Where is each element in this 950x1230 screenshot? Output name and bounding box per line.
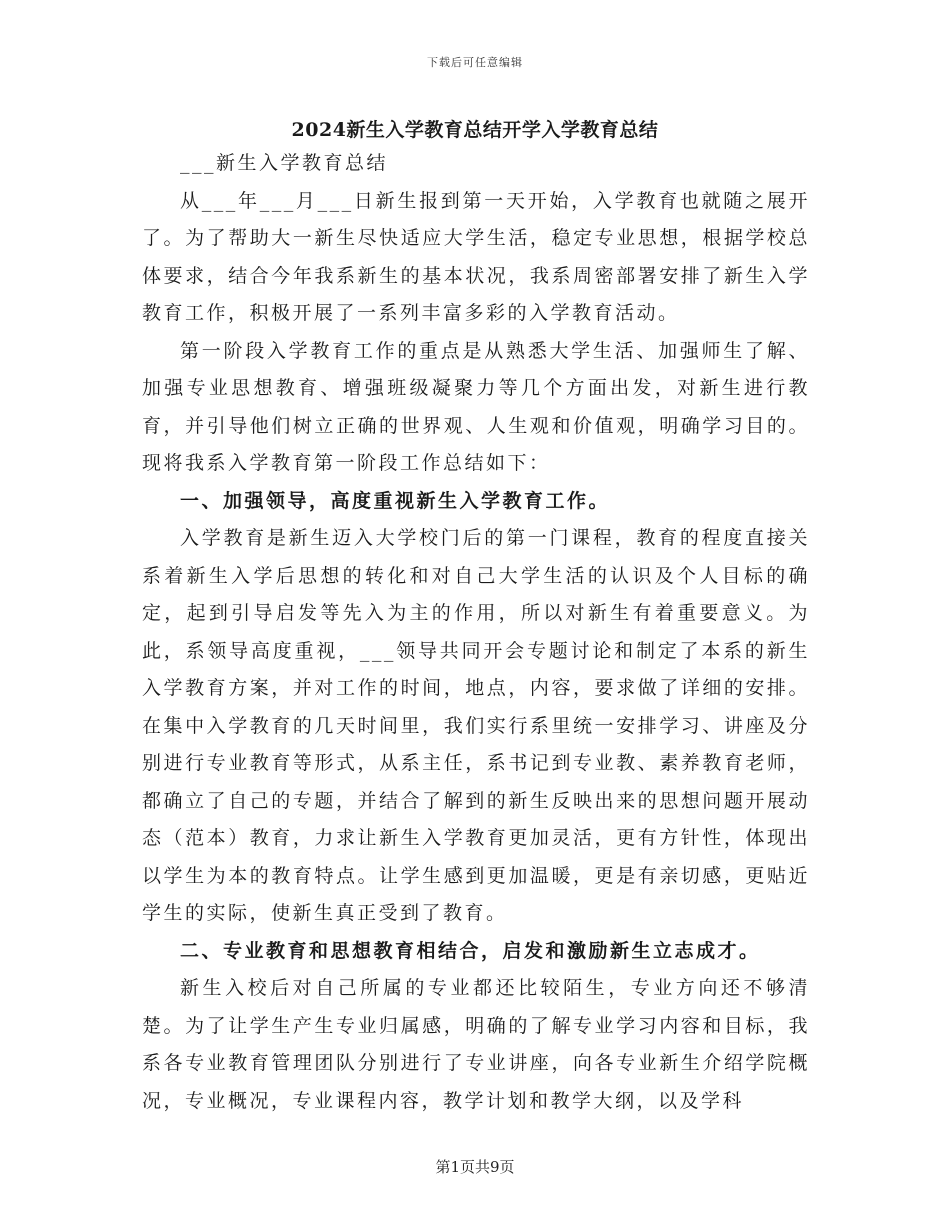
paragraph-stage-one: 第一阶段入学教育工作的重点是从熟悉大学生活、加强师生了解、加强专业思想教育、增强班级凝聚力等几个方面出发，对新生进行教育，并引导他们树立正确的世界观、人生观和价值观，明确学习目的。现将我系入学教育第一阶段工作总结如下： <box>142 339 810 474</box>
section-heading-2: 二、专业教育和思想教育相结合，启发和激励新生立志成才。 <box>180 939 761 962</box>
document-title: 2024新生入学教育总结开学入学教育总结 <box>291 119 659 141</box>
paragraph-intro: 从___年___月___日新生报到第一天开始，入学教育也就随之展开了。为了帮助大一新生尽快适应大学生活，稳定专业思想，根据学校总体要求，结合今年我系新生的基本状况，我系周密部署安排了新生入学教育工作，积极开展了一系列丰富多彩的入学教育活动。 <box>142 189 810 324</box>
paragraph-section-1: 入学教育是新生迈入大学校门后的第一门课程，教育的程度直接关系着新生入学后思想的转化和对自己大学生活的认识及个人目标的确定，起到引导启发等先入为主的作用，所以对新生有着重要意义。为此，系领导高度重视，___领导共同开会专题讨论和制定了本系的新生入学教育方案，并对工作的时间，地点，内容，要求做了详细的安排。在集中入学教育的几天时间里，我们实行系里统一安排学习、讲座及分别进行专业教育等形式，从系主任，系书记到专业教、素养教育老师，都确立了自己的专题，并结合了解到的新生反映出来的思想问题开展动态（范本）教育，力求让新生入学教育更加灵活，更有方针性，体现出以学生为本的教育特点。让学生感到更加温暖，更是有亲切感，更贴近学生的实际，使新生真正受到了教育。 <box>142 527 810 924</box>
page-number: 第1页共9页 <box>435 1158 515 1176</box>
paragraph-subtitle: ___新生入学教育总结 <box>180 152 389 174</box>
header-note: 下载后可任意编辑 <box>427 56 523 69</box>
paragraph-section-2: 新生入校后对自己所属的专业都还比较陌生，专业方向还不够清楚。为了让学生产生专业归属感，明确的了解专业学习内容和目标，我系各专业教育管理团队分别进行了专业讲座，向各专业新生介绍学院概况，专业概况，专业课程内容，教学计划和教学大纲，以及学科 <box>142 977 810 1112</box>
document-body <box>142 145 810 1120</box>
section-heading-1: 一、加强领导，高度重视新生入学教育工作。 <box>180 489 611 512</box>
